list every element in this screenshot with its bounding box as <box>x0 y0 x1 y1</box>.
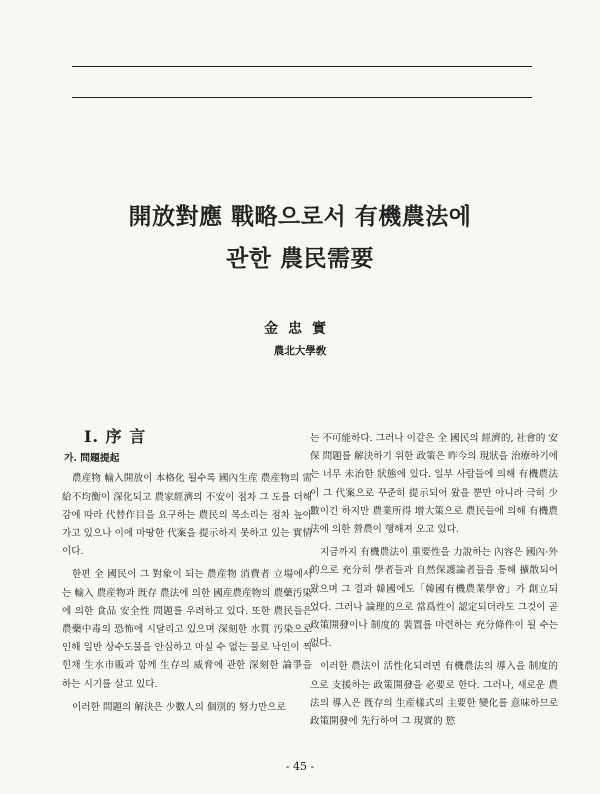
left-column <box>62 428 312 722</box>
right-column <box>310 430 558 736</box>
paper-title-line2: 관한 農民需要 <box>226 245 374 272</box>
header-rule-bottom <box>72 97 532 98</box>
left-paragraph-1: 農産物 輸入開放이 本格化 될수록 國內生産 農産物의 需給不均衡이 深化되고 農家經濟의 不安이 점차 그 도를 더해감에 따라 代替作目을 요구하는 農民의 목소리는 점차 높아가고 있으나 이에 마땅한 代案을 提示하지 못하고 있는 實情이다. <box>62 473 312 558</box>
subsection-heading: 가. 問題提起 <box>64 453 120 465</box>
author-affiliation: 農北大學敎 <box>273 345 327 357</box>
author-name: 金忠實 <box>264 321 336 337</box>
right-paragraph-1: 는 不可能하다. 그러나 이같은 全 國民의 經濟的, 社會的 安保 問題를 解決하기 위한 政策은 昨今의 現狀을 治療하기에는 너무 未治한 狀態에 있다. 일부 사람들에 의해 有機農法이 그 代案으로 꾸준히 提示되어 왔을 뿐만 아니라 극히 少數이긴 하지만 農業所得 增大策으로 農民들에 의해 有機農法에 의한 營農이 행해져 오고 있다. <box>310 433 559 536</box>
right-paragraph-3: 이러한 農法이 活性化되려면 有機農法의 導入을 制度的으로 支援하는 政策開發을 必要로 한다. 그러나, 새로운 農法의 導入은 旣存의 生産樣式의 主要한 變化를 意味하므로 政策開發에 先行하여 그 現實的 慾 <box>310 661 558 728</box>
page-number: - 45 - <box>285 760 315 773</box>
section-heading: Ⅰ. 序 言 <box>84 427 147 446</box>
paper-title-line1: 開放對應 戰略으로서 有機農法에 <box>128 203 472 230</box>
right-paragraph-2: 지금까지 有機農法이 重要性을 力說하는 內容은 國內·外的으로 充分히 學者들과 自然保護論者들을 통해 擴散되어 왔으며 그 결과 韓國에도「韓國有機農業學會」가 創立되었다. 그러나 論理的으로 當爲性이 認定되더라도 그것이 곧 政策開發이나 制度的 裝置를 마련하는 充分條件이 될 수는 없다. <box>310 547 558 650</box>
left-paragraph-3: 이러한 問題의 解決은 少數人의 個別的 努力만으로 <box>72 701 286 713</box>
left-paragraph-2: 한편 全 國民이 그 對象이 되는 農産物 消費者 立場에서는 輸入 農産物과 旣存 農法에 의한 國産農産物의 農藥汚染에 의한 食品 安全性 問題를 우려하고 있다. 또한 農民들은 農藥中毒의 恐怖에 시달리고 있으며 深刻한 水質 汚染으로 인해 일반 상수도물을 안심하고 마실 수 없는 물로 낙인이 찍힌채 生水市販과 함께 生存의 威脅에 관한 深刻한 論爭을 하는 시기를 살고 있다. <box>62 569 312 690</box>
header-rule-top <box>72 66 532 67</box>
